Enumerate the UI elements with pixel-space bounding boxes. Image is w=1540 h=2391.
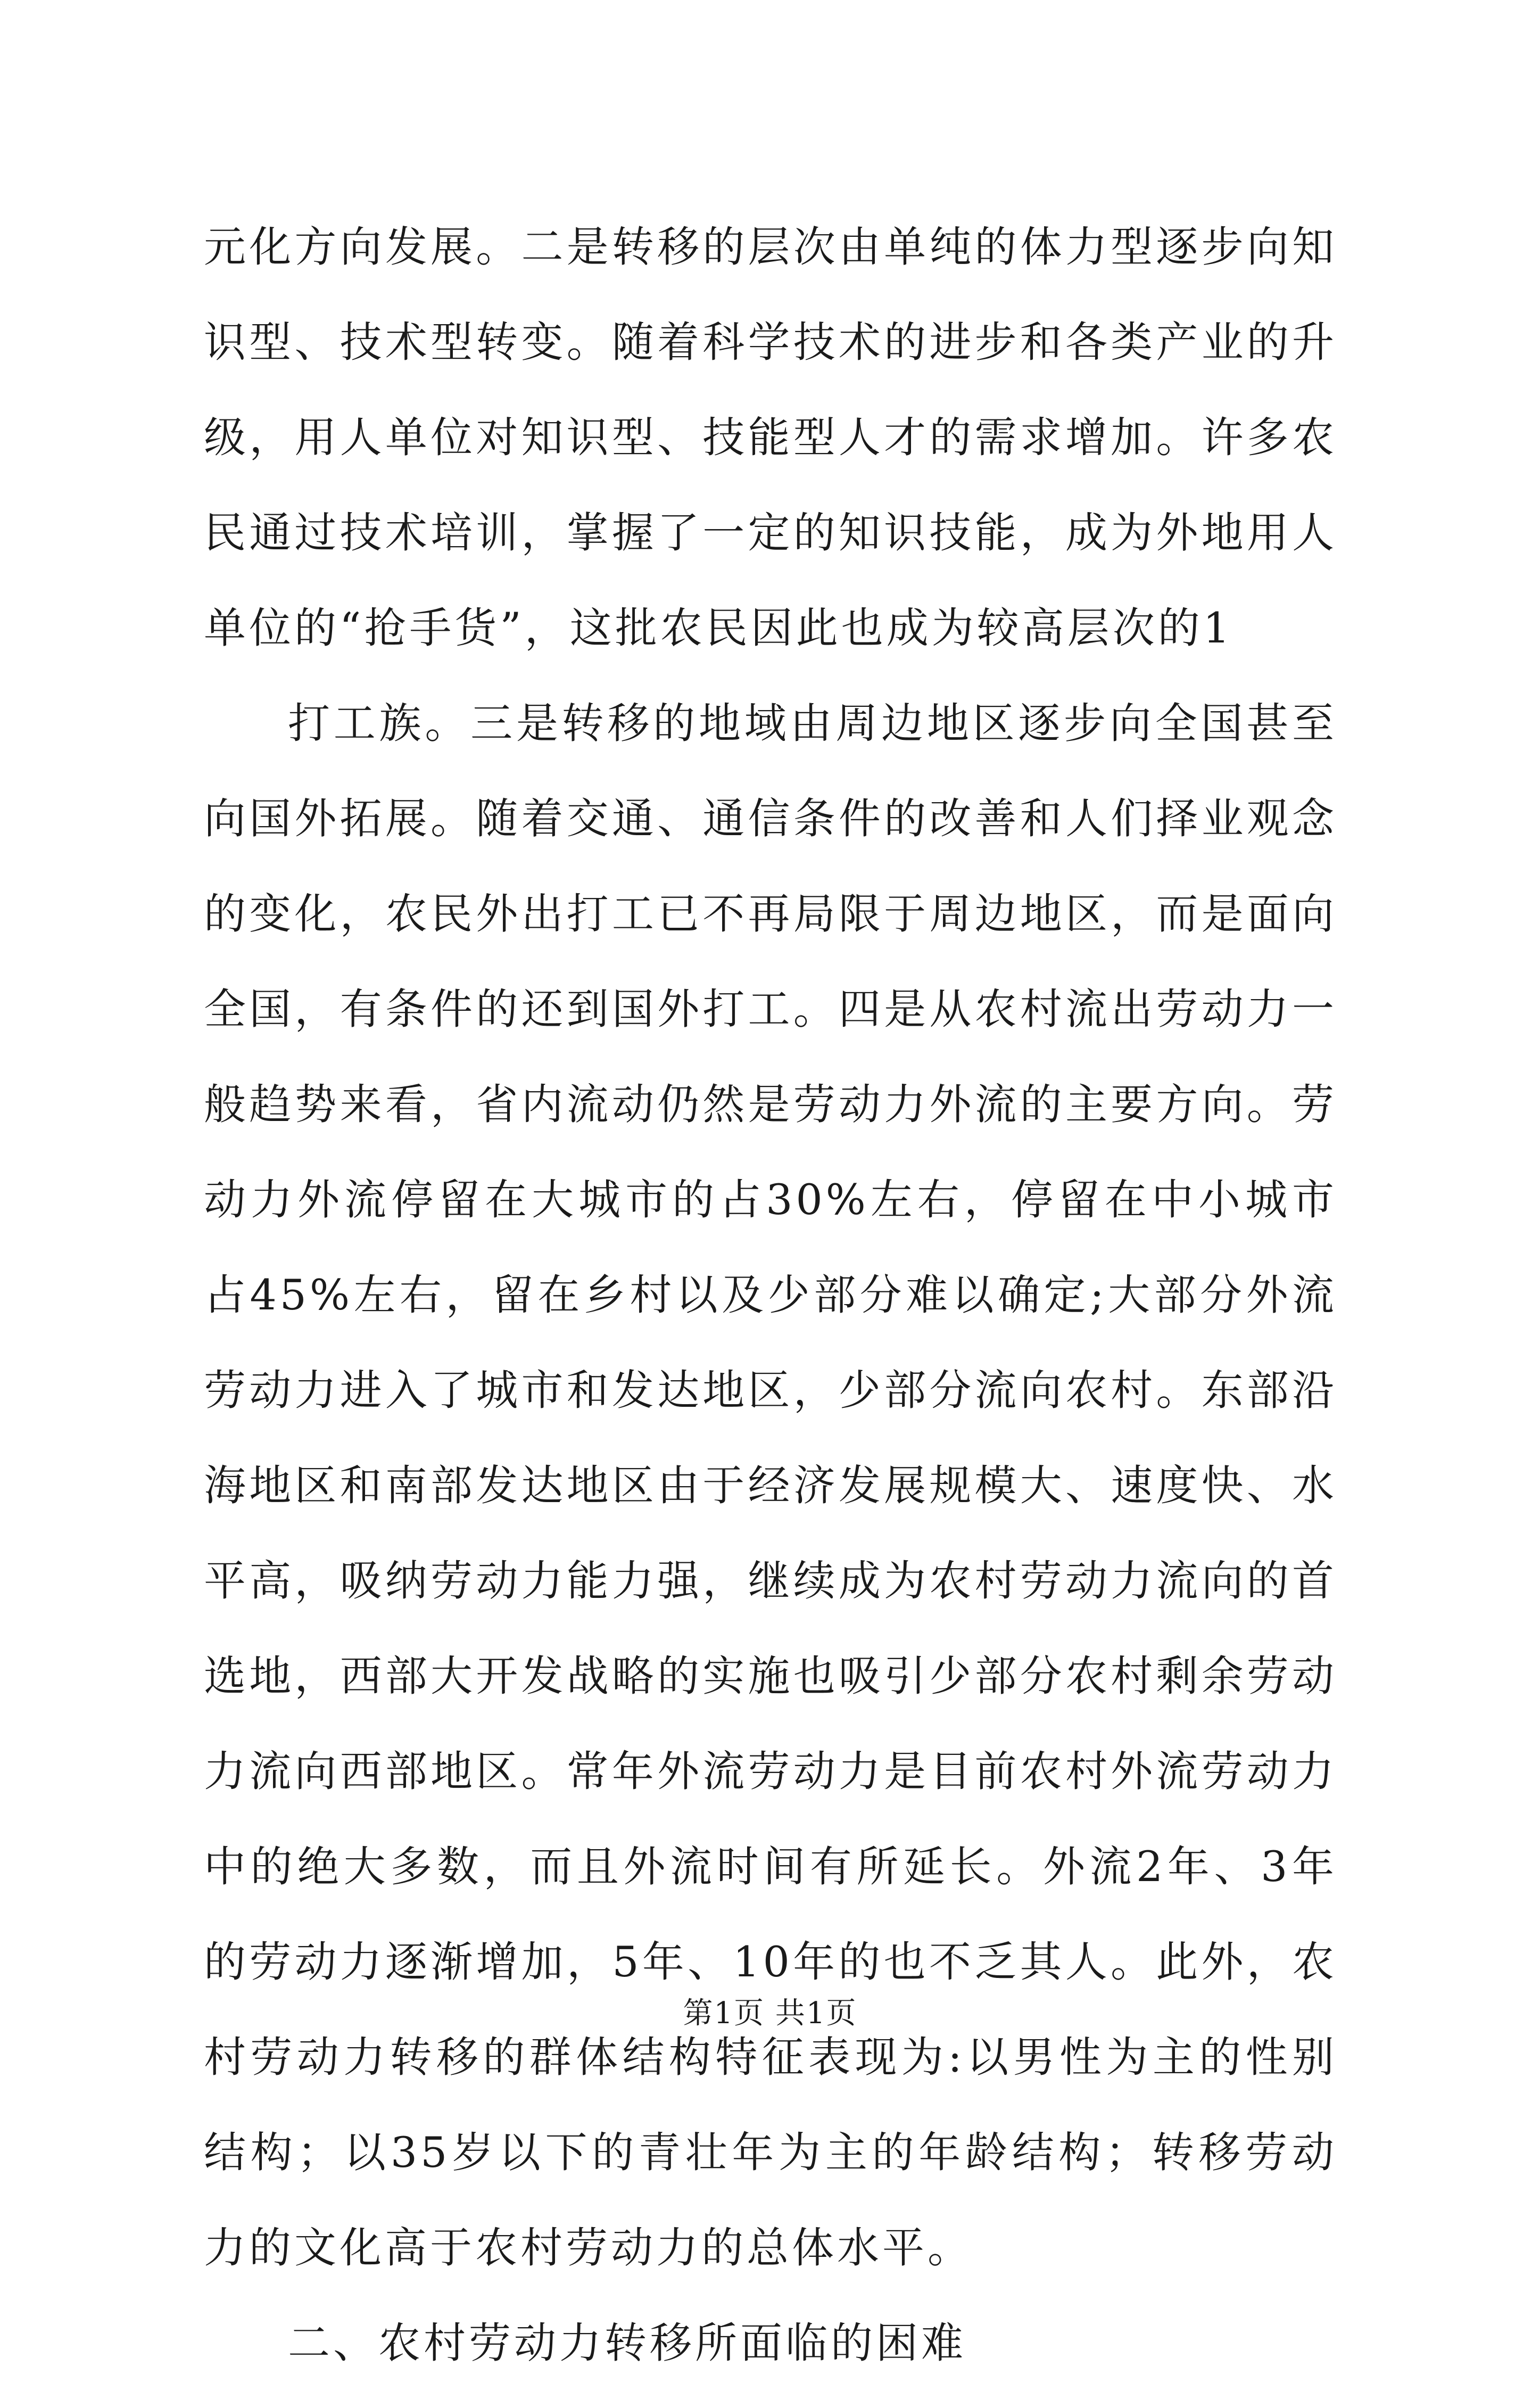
document-body <box>204 200 1337 2391</box>
paragraph-2: 打工族。三是转移的地域由周边地区逐步向全国甚至向国外拓展。随着交通、通信条件的改善和人们择业观念的变化，农民外出打工已不再局限于周边地区，而是面向全国，有条件的还到国外打工。四是从农村流出劳动力一般趋势来看，省内流动仍然是劳动力外流的主要方向。劳动力外流停留在大城市的占30%左右，停留在中小城市占45%左右，留在乡村以及少部分难以确定;大部分外流劳动力进入了城市和发达地区，少部分流向农村。东部沿海地区和南部发达地区由于经济发展规模大、速度快、水平高，吸纳劳动力能力强，继续成为农村劳动力流向的首选地，西部大开发战略的实施也吸引少部分农村剩余劳动力流向西部地区。常年外流劳动力是目前农村外流劳动力中的绝大多数，而且外流时间有所延长。外流2年、3年的劳动力逐渐增加，5年、10年的也不乏其人。此外，农村劳动力转移的群体结构特征表现为:以男性为主的性别结构；以35岁以下的青壮年为主的年龄结构；转移劳动力的文化高于农村劳动力的总体水平。 <box>204 699 1337 2272</box>
paragraph-1: 元化方向发展。二是转移的层次由单纯的体力型逐步向知识型、技术型转变。随着科学技术的进步和各类产业的升级，用人单位对知识型、技能型人才的需求增加。许多农民通过技术培训，掌握了一定的知识技能，成为外地用人单位的“抢手货”，这批农民因此也成为较高层次的1 <box>204 222 1337 653</box>
page-footer: 第1页 共1页 <box>683 1996 857 2031</box>
section-heading: 二、农村劳动力转移所面临的困难 <box>288 2319 966 2368</box>
